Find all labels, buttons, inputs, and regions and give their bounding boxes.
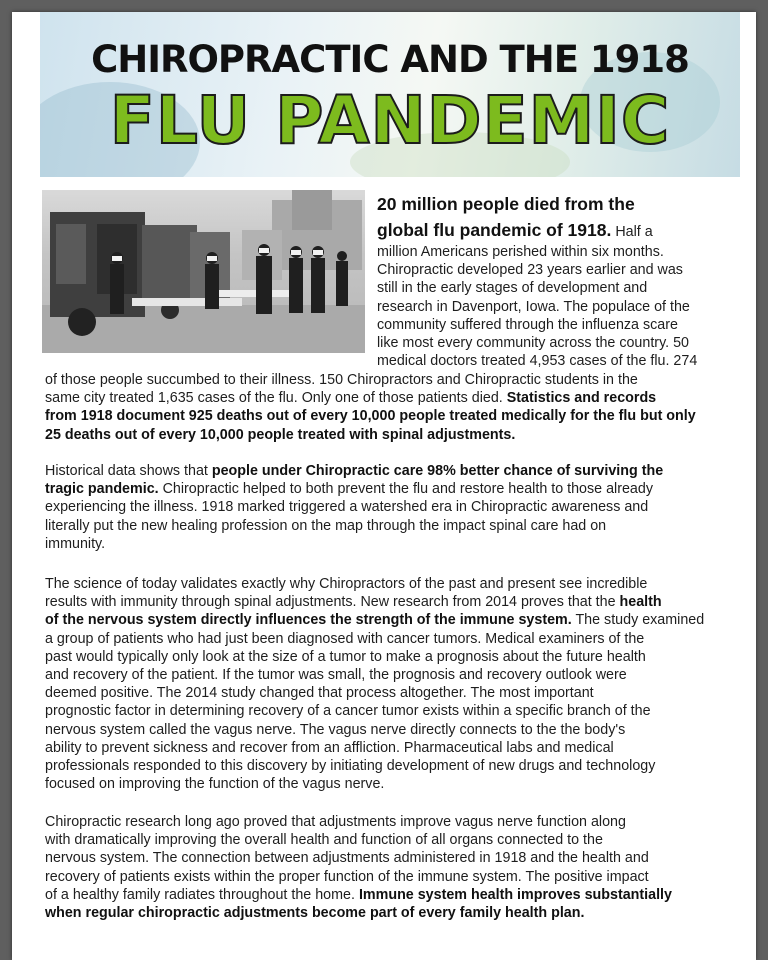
body-line: medical doctors treated 4,953 cases of the flu. 274 — [377, 353, 698, 370]
body-line: nervous system called the vagus nerve. The vagus nerve directly connects to the the body's — [45, 721, 626, 738]
lead-line-2: global flu pandemic of 1918. Half a — [377, 220, 653, 240]
paragraph-3 — [45, 575, 745, 793]
body-line: recovery of patients exists within the proper function of the immune system. The positive impact — [45, 868, 649, 885]
document-page — [12, 12, 756, 960]
body-line: prognostic factor in determining recovery of a cancer tumor exists within a specific branch of the — [45, 703, 651, 720]
body-line: past would typically only look at the size of a tumor to make a prognosis about the future health — [45, 648, 646, 665]
body-line: of the nervous system directly influences the strength of the immune system. The study examined — [45, 612, 705, 629]
body-line: immunity. — [45, 535, 106, 552]
body-line: experiencing the illness. 1918 marked triggered a watershed era in Chiropractic awareness and — [45, 499, 649, 516]
lead-line: 20 million people died from the — [377, 194, 635, 214]
body-line: like most every community across the country. 50 — [377, 335, 689, 352]
body-line: The science of today validates exactly why Chiropractors of the past and present see incredible — [45, 576, 648, 592]
historical-photo — [42, 190, 365, 353]
body-line: literally put the new healing profession on the map through the impact spinal care had on — [45, 517, 607, 534]
body-line-bold: from 1918 document 925 deaths out of every 10,000 people treated medically for the flu but only — [45, 408, 696, 425]
body-line: a group of patients who had just been diagnosed with cancer tumors. Medical examiners of the — [45, 630, 645, 647]
body-line: tragic pandemic. Chiropractic helped to both prevent the flu and restore health to those already — [45, 481, 653, 498]
body-line: research in Davenport, Iowa. The populace of the — [377, 298, 690, 315]
historical-photo-icon — [42, 190, 365, 353]
paragraph-1-intro — [377, 191, 747, 370]
body-line-bold: 25 deaths out of every 10,000 people treated with spinal adjustments. — [45, 426, 516, 443]
body-line-bold: when regular chiropractic adjustments become part of every family health plan. — [45, 905, 585, 922]
body-line: Chiropractic research long ago proved that adjustments improve vagus nerve function along — [45, 814, 626, 830]
body-line: nervous system. The connection between adjustments administered in 1918 and the health and — [45, 850, 649, 867]
body-line: Historical data shows that people under Chiropractic care 98% better chance of surviving the — [45, 463, 664, 479]
body-line: same city treated 1,635 cases of the flu. Only one of those patients died. Statistics and records — [45, 390, 657, 407]
paragraph-1-continued — [45, 371, 745, 444]
paragraph-4 — [45, 813, 745, 922]
paragraph-2 — [45, 462, 745, 553]
body-line: million Americans perished within six months. — [377, 244, 664, 260]
body-line: with dramatically improving the overall health and function of all organs connected to the — [45, 832, 603, 849]
title-banner — [40, 12, 740, 177]
title-line-2: FLU PANDEMIC — [109, 82, 671, 159]
body-line: results with immunity through spinal adjustments. New research from 2014 proves that the health — [45, 594, 662, 611]
body-line: professionals responded to this discovery by initiating development of new drugs and technology — [45, 758, 656, 775]
body-line: community suffered through the influenza scare — [377, 316, 678, 333]
body-line: Chiropractic developed 23 years earlier and was — [377, 262, 683, 279]
body-line: ability to prevent sickness and recover from an affliction. Pharmaceutical labs and medical — [45, 739, 614, 756]
title-line-1: CHIROPRACTIC AND THE 1918 — [91, 38, 689, 81]
body-line: of a healthy family radiates throughout the home. Immune system health improves substantially — [45, 886, 672, 903]
body-line: still in the early stages of development and — [377, 280, 648, 297]
body-line: of those people succumbed to their illness. 150 Chiropractors and Chiropractic students in the — [45, 372, 638, 388]
body-line: deemed positive. The 2014 study changed that process altogether. The most important — [45, 685, 594, 702]
body-line: and recovery of the patient. If the tumor was small, the prognosis and recovery outlook were — [45, 667, 627, 684]
body-line: focused on improving the function of the vagus nerve. — [45, 776, 385, 793]
